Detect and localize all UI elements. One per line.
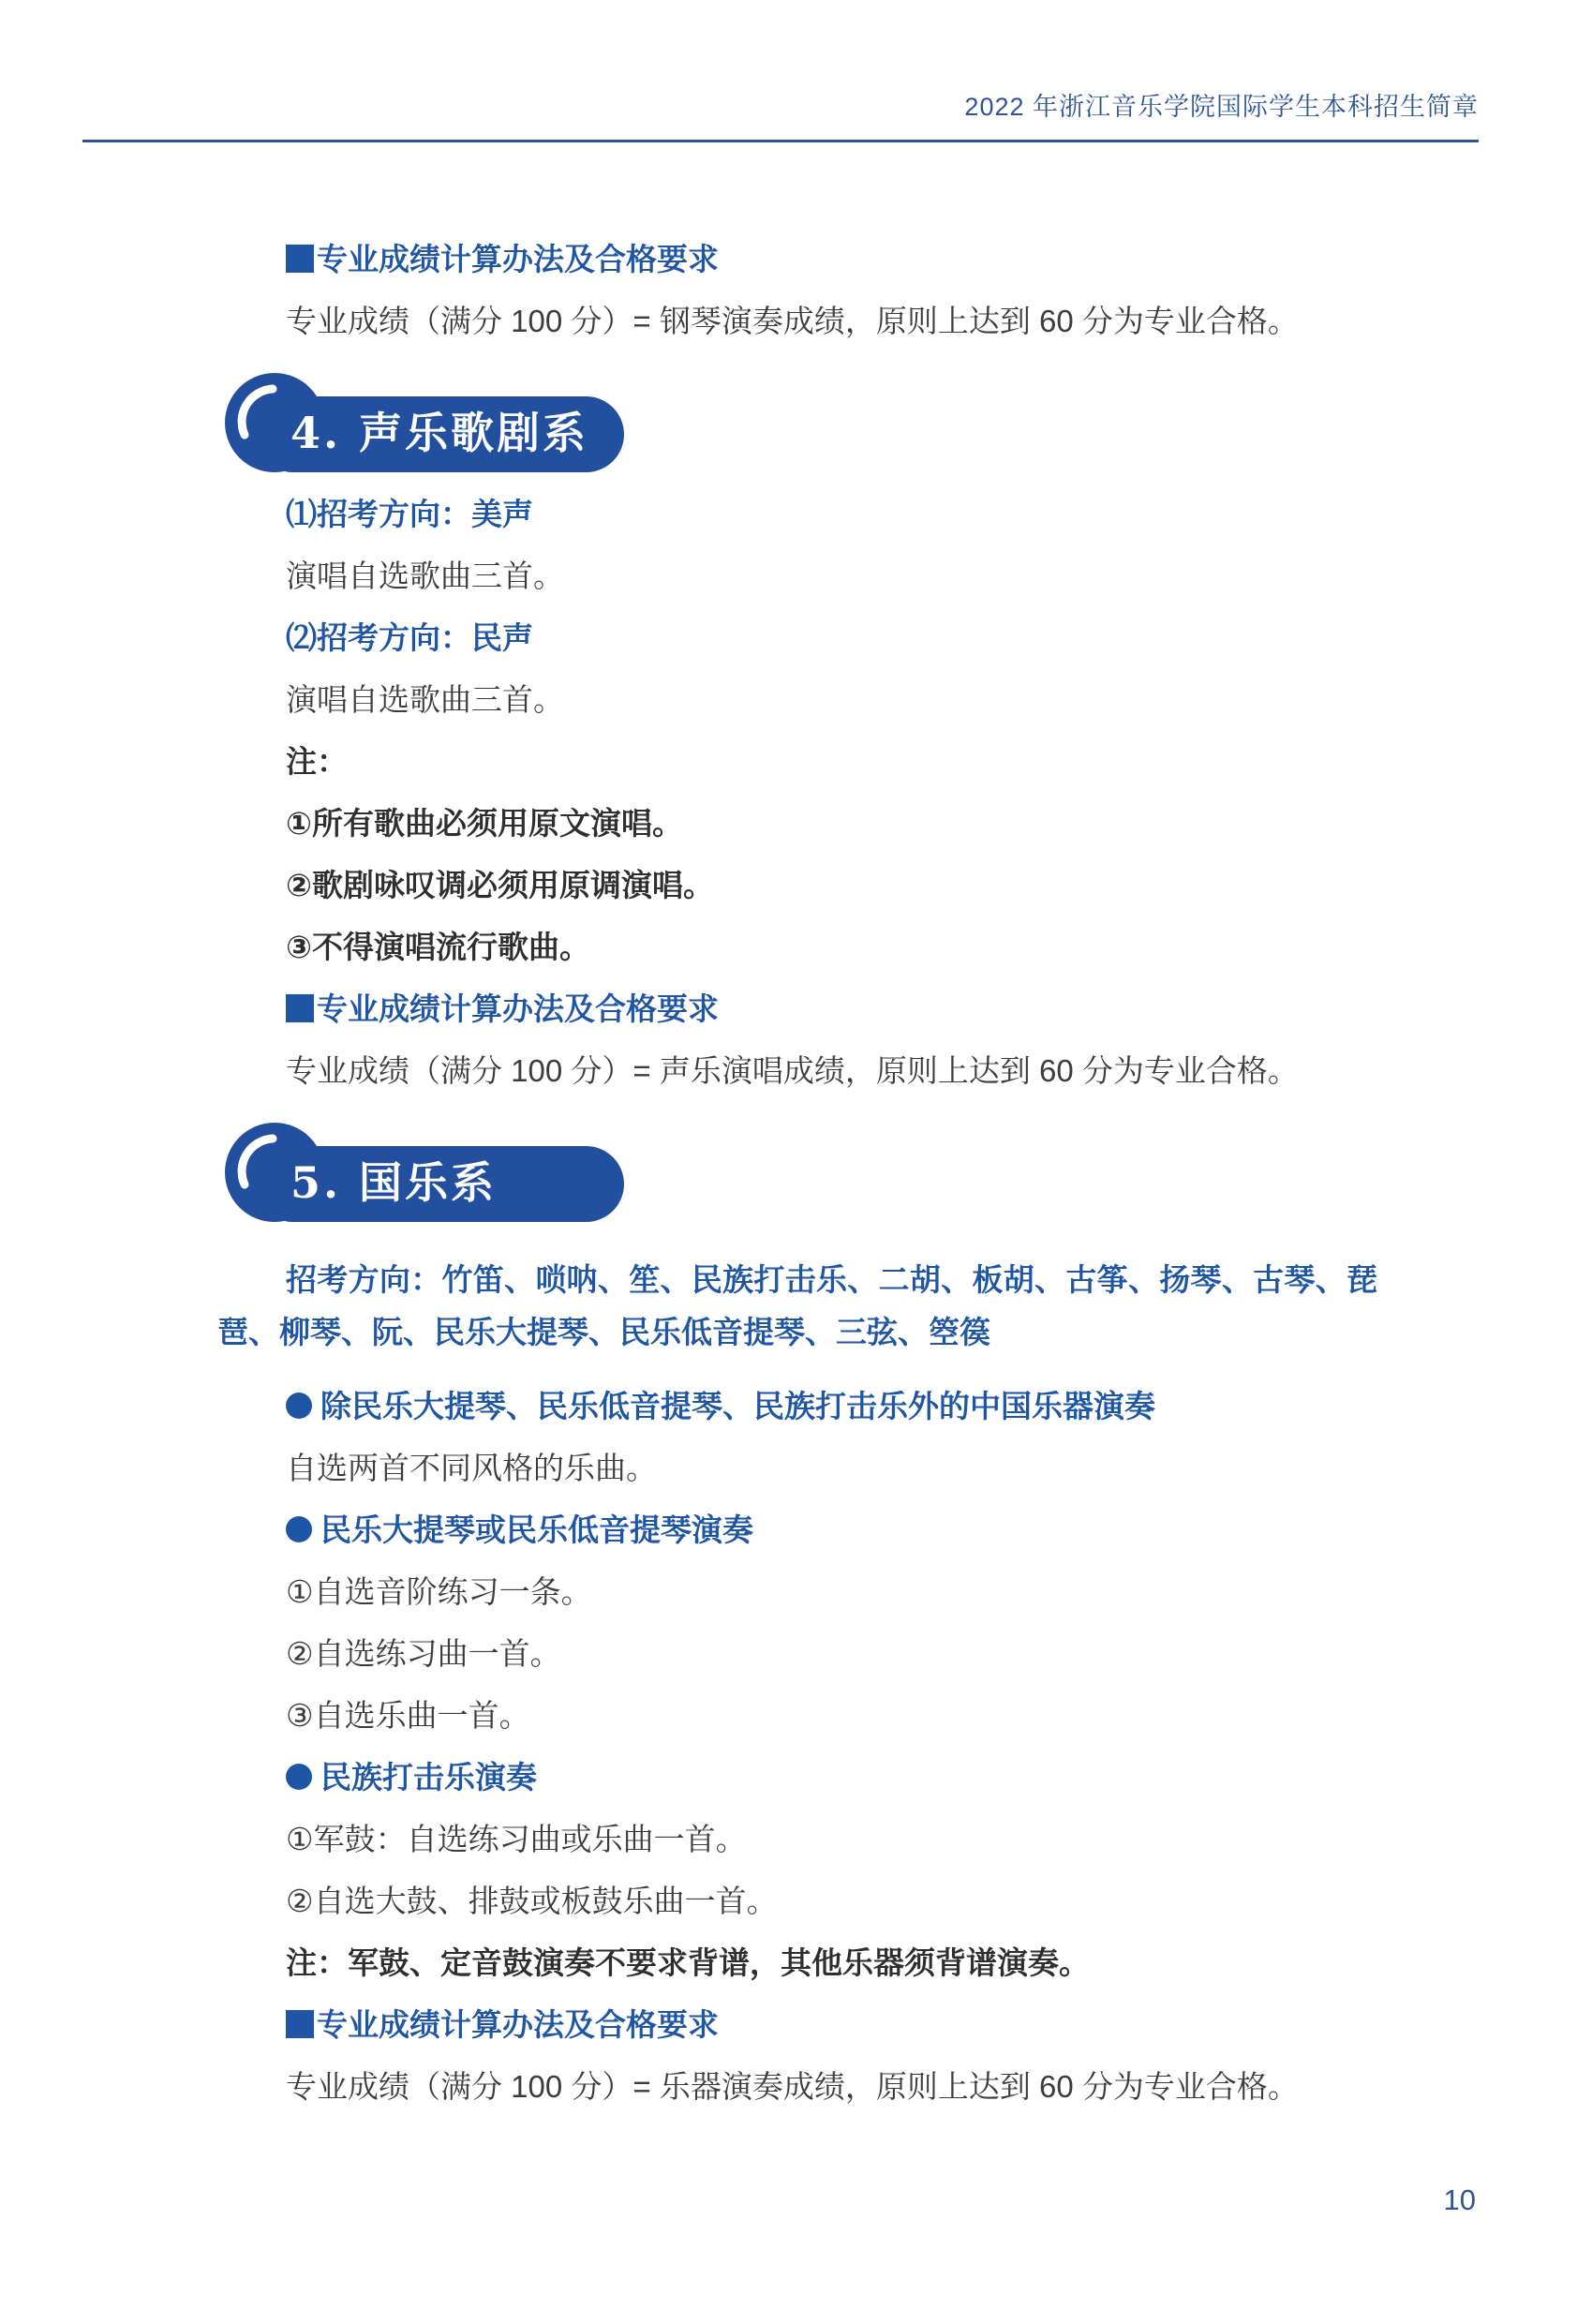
section4-note2: ②歌剧咏叹调必须用原调演唱。 [286, 868, 714, 902]
page-content [217, 150, 1377, 2105]
running-header-title: 2022 年浙江音乐学院国际学生本科招生简章 [964, 93, 1479, 121]
section5-note: 注：军鼓、定音鼓演奏不要求背谱，其他乐器须背谱演奏。 [286, 1945, 1090, 1980]
section5-direction: 招考方向：竹笛、唢呐、笙、民族打击乐、二胡、板胡、古筝、扬琴、古琴、琵琶、柳琴、阮、民乐大提琴、民乐低音提琴、三弦、箜篌 [217, 1262, 1377, 1349]
section5-group2-heading-label: 民乐大提琴或民乐低音提琴演奏 [320, 1512, 753, 1547]
section4-sub1-heading: ⑴招考方向：美声 [286, 497, 533, 531]
section5-group3-heading [217, 1760, 1377, 1795]
intro-result-heading-label: 专业成绩计算办法及合格要求 [317, 242, 719, 276]
section4-result-body: 专业成绩（满分 100 分）= 声乐演唱成绩，原则上达到 60 分为专业合格。 [286, 1053, 1299, 1088]
intro-result-heading [217, 242, 1377, 277]
section5-group1-item1: 自选两首不同风格的乐曲。 [286, 1451, 657, 1485]
section5-group3-heading-label: 民族打击乐演奏 [320, 1760, 537, 1795]
section4-note1: ①所有歌曲必须用原文演唱。 [286, 806, 683, 841]
dot-bullet-icon [286, 1393, 312, 1419]
square-bullet-icon [286, 994, 314, 1022]
section4-note-label: 注： [286, 744, 348, 779]
section4-badge [225, 373, 624, 472]
dot-bullet-icon [286, 1516, 312, 1542]
dot-bullet-icon [286, 1764, 312, 1790]
section4-sub2-body: 演唱自选歌曲三首。 [286, 682, 564, 717]
section5-group3-item2: ②自选大鼓、排鼓或板鼓乐曲一首。 [286, 1884, 778, 1918]
section5-group2-heading [217, 1512, 1377, 1548]
section4-note3: ③不得演唱流行歌曲。 [286, 930, 590, 964]
square-bullet-icon [286, 245, 314, 273]
section5-result-body: 专业成绩（满分 100 分）= 乐器演奏成绩，原则上达到 60 分为专业合格。 [286, 2069, 1299, 2104]
section5-group2-item3: ③自选乐曲一首。 [286, 1698, 530, 1733]
page-number: 10 [1443, 2183, 1476, 2216]
section4-result-heading-label: 专业成绩计算办法及合格要求 [317, 991, 719, 1026]
section4-sub2-heading: ⑵招考方向：民声 [286, 620, 533, 655]
square-bullet-icon [286, 2010, 314, 2038]
section4-result-heading [217, 991, 1377, 1027]
section5-group3-item1: ①军鼓：自选练习曲或乐曲一首。 [286, 1822, 747, 1856]
section5-group1-heading [217, 1389, 1377, 1424]
section5-title: 5. 国乐系 [290, 1157, 498, 1208]
section5-group2-item2: ②自选练习曲一首。 [286, 1636, 561, 1671]
section5-badge [225, 1123, 624, 1222]
section5-group1-heading-label: 除民乐大提琴、民乐低音提琴、民族打击乐外的中国乐器演奏 [320, 1389, 1155, 1423]
header-rule [82, 140, 1479, 142]
intro-result-body: 专业成绩（满分 100 分）= 钢琴演奏成绩，原则上达到 60 分为专业合格。 [286, 304, 1299, 338]
section5-group2-item1: ①自选音阶练习一条。 [286, 1574, 592, 1609]
section4-title: 4. 声乐歌剧系 [290, 408, 589, 458]
section4-sub1-body: 演唱自选歌曲三首。 [286, 559, 564, 593]
section5-result-heading [217, 2007, 1377, 2043]
running-header [82, 86, 1479, 123]
section5-result-heading-label: 专业成绩计算办法及合格要求 [317, 2007, 719, 2042]
